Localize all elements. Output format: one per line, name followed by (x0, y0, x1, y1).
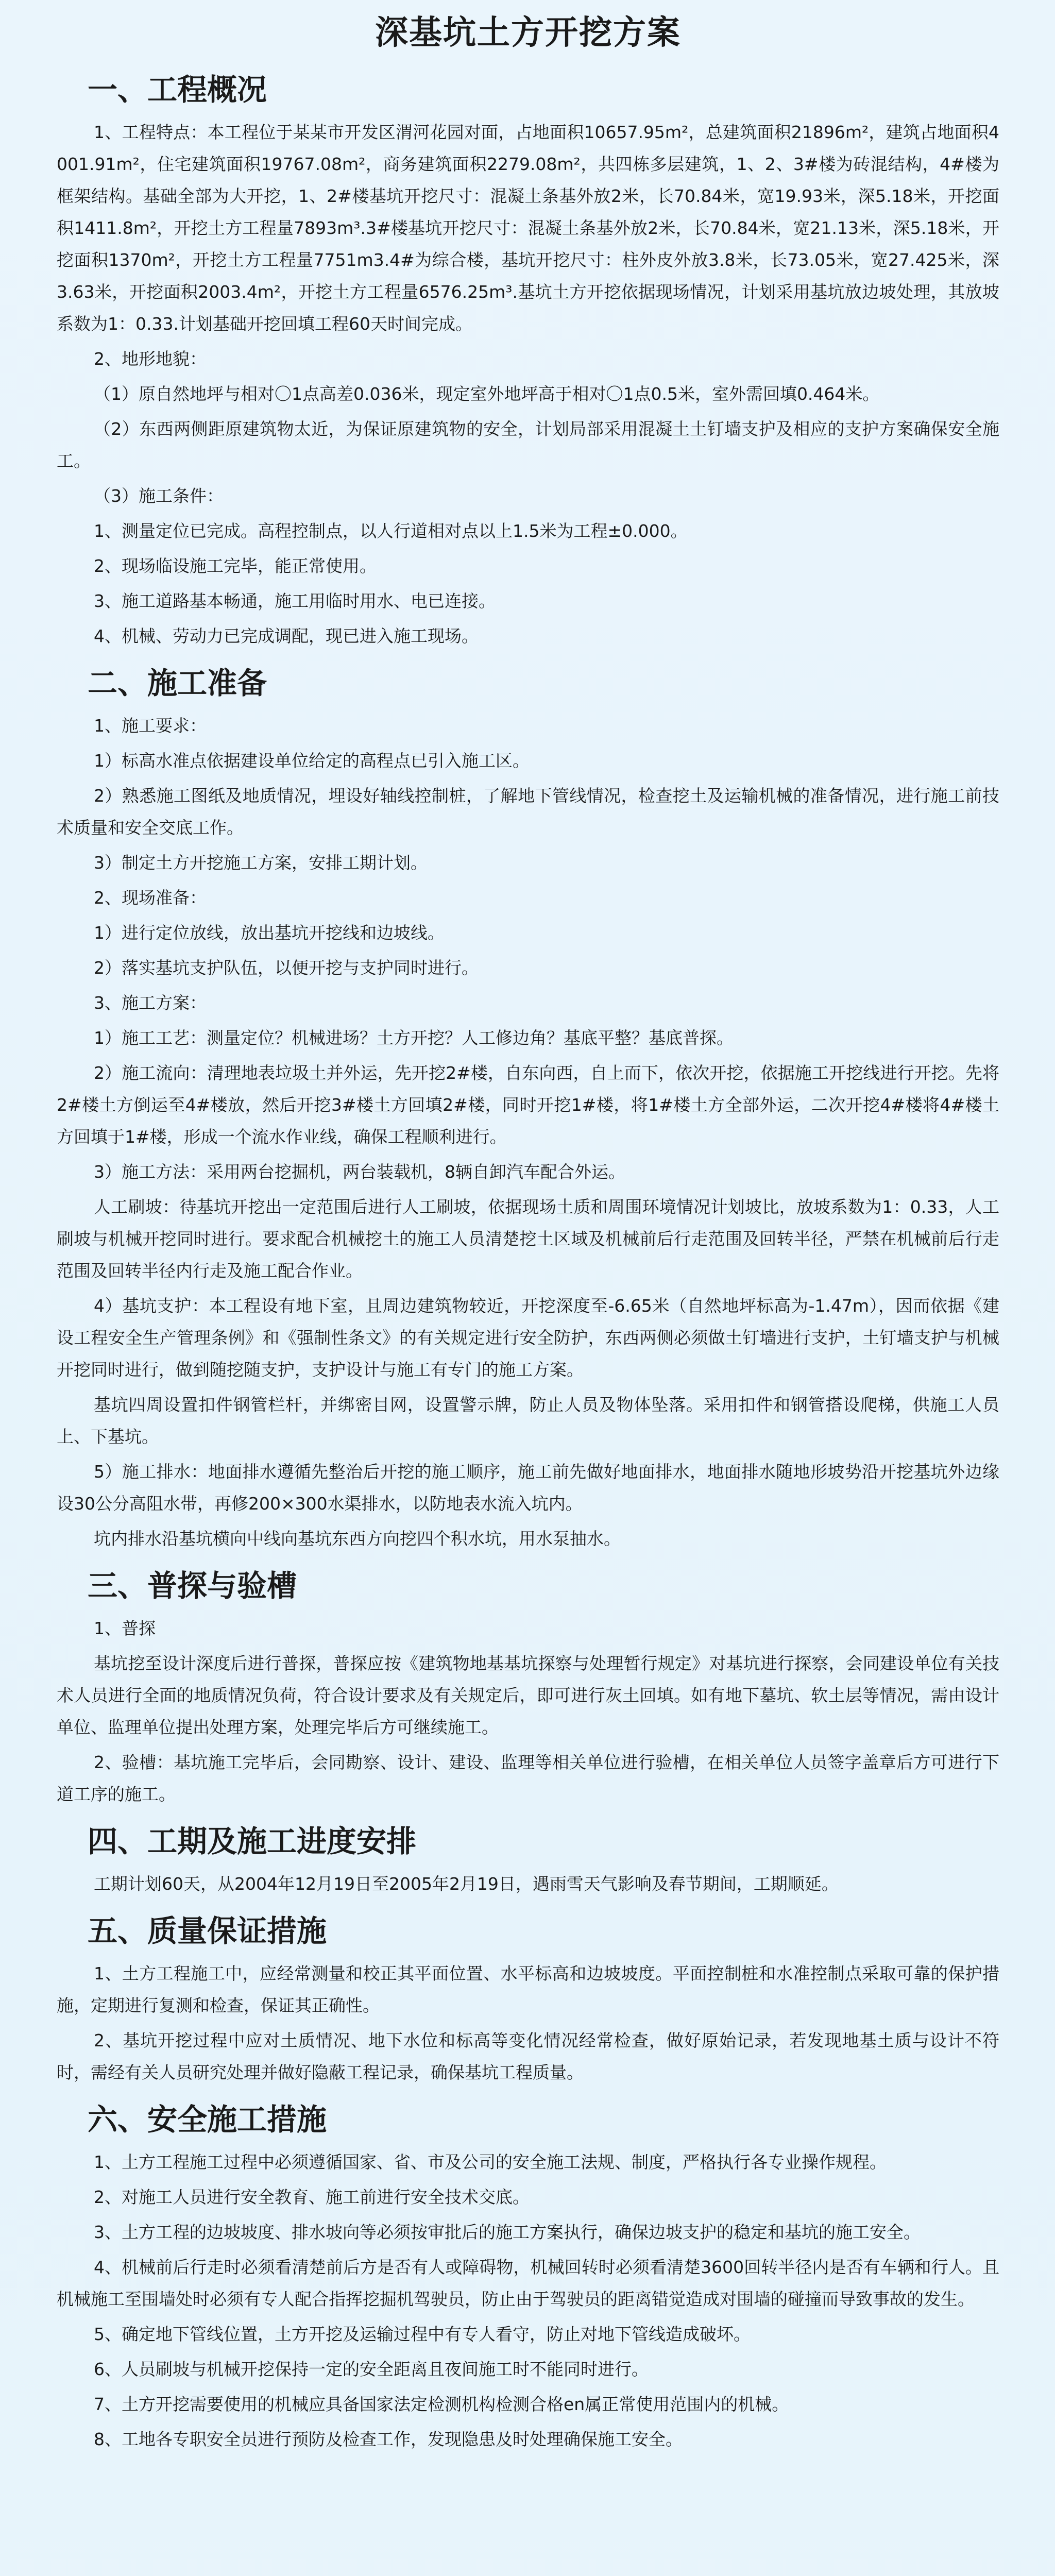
paragraph: 3）施工方法：采用两台挖掘机，两台装载机，8辆自卸汽车配合外运。 (94, 1162, 625, 1182)
paragraph: 1、普探 (94, 1618, 156, 1638)
section-heading: 一、工程概况 (88, 72, 267, 107)
section-quality-assurance (57, 1907, 999, 2089)
paragraph: 3、施工道路基本畅通，施工用临时用水、电已连接。 (94, 591, 496, 611)
paragraph: 2、地形地貌： (94, 349, 207, 369)
section-probing-and-inspection (57, 1562, 999, 1810)
paragraph: 3、土方工程的边坡坡度、排水坡向等必须按审批后的施工方案执行，确保边坡支护的稳定和基坑的施工安全。 (94, 2222, 921, 2242)
paragraph: 基坑挖至设计深度后进行普探，普探应按《建筑物地基基坑探察与处理暂行规定》对基坑进行探察，会同建设单位有关技术人员进行全面的地质情况负荷，符合设计要求及有关规定后，即可进行灰土回填。如有地下墓坑、软土层等情况，需由设计单位、监理单位提出处理方案，处理完毕后方可继续施工。 (57, 1653, 999, 1737)
document-title: 深基坑土方开挖方案 (375, 13, 681, 52)
paragraph: 2）落实基坑支护队伍，以便开挖与支护同时进行。 (94, 958, 479, 978)
paragraph: （2）东西两侧距原建筑物太近，为保证原建筑物的安全，计划局部采用混凝土土钉墙支护及相应的支护方案确保安全施工。 (57, 419, 999, 471)
paragraph: 7、土方开挖需要使用的机械应具备国家法定检测机构检测合格en属正常使用范围内的机械。 (94, 2394, 789, 2414)
paragraph: 1、工程特点：本工程位于某某市开发区渭河花园对面，占地面积10657.95m²，总建筑面积21896m²，建筑占地面积4001.91m²，住宅建筑面积19767.08m²，商务建筑面积2279.08m²，共四栋多层建筑，1、2、3#楼为砖混结构，4#楼为框架结构。基础全部为大开挖，1、2#楼基坑开挖尺寸：混凝土条基外放2米，长70.84米，宽19.93米，深5.18米，开挖面积1411.8m²，开挖土方工程量7893m³.3#楼基坑开挖尺寸：混凝土条基外放2米，长70.84米，宽21.13米，深5.18米，开挖面积1370m²，开挖土方工程量7751m3.4#为综合楼，基坑开挖尺寸：柱外皮外放3.8米，长73.05米，宽27.425米，深3.63米，开挖面积2003.4m²，开挖土方工程量6576.25m³.基坑土方开挖依据现场情况，计划采用基坑放边坡处理，其放坡系数为1：0.33.计划基础开挖回填工程60天时间完成。 (57, 122, 999, 334)
section-schedule (57, 1818, 999, 1900)
paragraph: 工期计划60天，从2004年12月19日至2005年2月19日，遇雨雪天气影响及春节期间，工期顺延。 (94, 1874, 839, 1894)
section-heading: 三、普探与验槽 (88, 1568, 297, 1603)
section-heading: 五、质量保证措施 (88, 1913, 327, 1948)
document-body (57, 0, 999, 2459)
paragraph: 6、人员刷坡与机械开挖保持一定的安全距离且夜间施工时不能同时进行。 (94, 2359, 649, 2379)
paragraph: 1、土方工程施工中，应经常测量和校正其平面位置、水平标高和边坡坡度。平面控制桩和水准控制点采取可靠的保护措施，定期进行复测和检查，保证其正确性。 (57, 1963, 999, 2015)
paragraph: 1）标高水准点依据建设单位给定的高程点已引入施工区。 (94, 751, 530, 771)
section-heading: 四、工期及施工进度安排 (88, 1824, 417, 1859)
paragraph: 8、工地各专职安全员进行预防及检查工作，发现隐患及时处理确保施工安全。 (94, 2429, 683, 2449)
paragraph: 3、施工方案： (94, 993, 207, 1013)
paragraph: （3）施工条件： (94, 486, 224, 506)
paragraph: 4）基坑支护：本工程设有地下室，且周边建筑物较近，开挖深度至-6.65米（自然地坪标高为-1.47m），因而依据《建设工程安全生产管理条例》和《强制性条文》的有关规定进行安全防护，东西两侧必须做土钉墙进行支护，土钉墙支护与机械开挖同时进行，做到随挖随支护，支护设计与施工有专门的施工方案。 (57, 1296, 999, 1380)
paragraph: 3）制定土方开挖施工方案，安排工期计划。 (94, 853, 428, 873)
paragraph: 1）进行定位放线，放出基坑开挖线和边坡线。 (94, 923, 445, 943)
paragraph: 1、土方工程施工过程中必须遵循国家、省、市及公司的安全施工法规、制度，严格执行各专业操作规程。 (94, 2152, 887, 2172)
paragraph: （1）原自然地坪与相对〇1点高差0.036米，现定室外地坪高于相对〇1点0.5米，室外需回填0.464米。 (94, 384, 880, 404)
paragraph: 2、对施工人员进行安全教育、施工前进行安全技术交底。 (94, 2187, 530, 2207)
paragraph: 2）施工流向：清理地表垃圾土并外运，先开挖2#楼，自东向西，自上而下，依次开挖，依据施工开挖线进行开挖。先将2#楼土方倒运至4#楼放，然后开挖3#楼土方回填2#楼，同时开挖1#楼，将1#楼土方全部外运，二次开挖4#楼将4#楼土方回填于1#楼，形成一个流水作业线，确保工程顺利进行。 (57, 1063, 999, 1147)
paragraph: 4、机械、劳动力已完成调配，现已进入施工现场。 (94, 626, 479, 646)
paragraph: 4、机械前后行走时必须看清楚前后方是否有人或障碍物，机械回转时必须看清楚3600回转半径内是否有车辆和行人。且机械施工至围墙处时必须有专人配合指挥挖掘机驾驶员，防止由于驾驶员的距离错觉造成对围墙的碰撞而导致事故的发生。 (57, 2257, 999, 2309)
paragraph: 5）施工排水：地面排水遵循先整治后开挖的施工顺序，施工前先做好地面排水，地面排水随地形坡势沿开挖基坑外边缘设30公分高阻水带，再修200×300水渠排水，以防地表水流入坑内。 (57, 1462, 999, 1514)
paragraph: 2、基坑开挖过程中应对土质情况、地下水位和标高等变化情况经常检查，做好原始记录，若发现地基土质与设计不符时，需经有关人员研究处理并做好隐蔽工程记录，确保基坑工程质量。 (57, 2030, 999, 2082)
paragraph: 1）施工工艺：测量定位？机械进场？土方开挖？人工修边角？基底平整？基底普探。 (94, 1028, 734, 1048)
section-construction-preparation (57, 659, 999, 1555)
paragraph: 1、测量定位已完成。高程控制点，以人行道相对点以上1.5米为工程±0.000。 (94, 521, 688, 541)
section-heading: 六、安全施工措施 (88, 2102, 327, 2137)
paragraph: 人工刷坡：待基坑开挖出一定范围后进行人工刷坡，依据现场土质和周围环境情况计划坡比，放坡系数为1：0.33，人工刷坡与机械开挖同时进行。要求配合机械挖土的施工人员清楚挖土区域及机械前后行走范围及回转半径，严禁在机械前后行走范围及回转半径内行走及施工配合作业。 (57, 1197, 999, 1281)
paragraph: 基坑四周设置扣件钢管栏杆，并绑密目网，设置警示牌，防止人员及物体坠落。采用扣件和钢管搭设爬梯，供施工人员上、下基坑。 (57, 1395, 999, 1447)
paragraph: 2、现场临设施工完毕，能正常使用。 (94, 556, 377, 576)
paragraph: 坑内排水沿基坑横向中线向基坑东西方向挖四个积水坑，用水泵抽水。 (94, 1529, 621, 1549)
paragraph: 5、确定地下管线位置，土方开挖及运输过程中有专人看守，防止对地下管线造成破坏。 (94, 2324, 751, 2344)
paragraph: 1、施工要求： (94, 716, 207, 736)
paragraph: 2）熟悉施工图纸及地质情况，埋设好轴线控制桩，了解地下管线情况，检查挖土及运输机械的准备情况，进行施工前技术质量和安全交底工作。 (57, 786, 999, 838)
section-project-overview (57, 66, 999, 652)
section-heading: 二、施工准备 (88, 666, 267, 701)
paragraph: 2、验槽：基坑施工完毕后，会同勘察、设计、建设、监理等相关单位进行验槽，在相关单位人员签字盖章后方可进行下道工序的施工。 (57, 1752, 999, 1804)
section-safety-measures (57, 2096, 999, 2455)
paragraph: 2、现场准备： (94, 888, 207, 908)
